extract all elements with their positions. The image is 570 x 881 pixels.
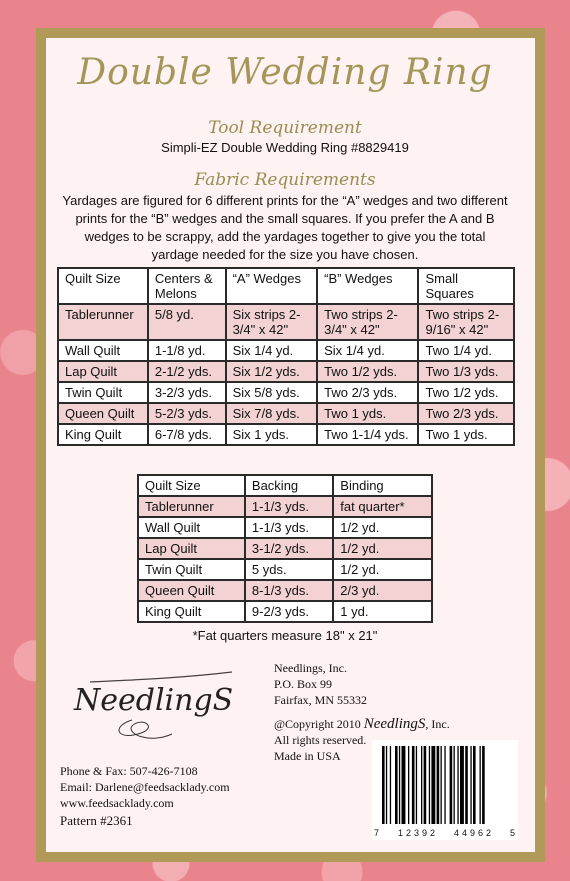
made-in-line: Made in USA xyxy=(274,749,341,763)
phone-fax: Phone & Fax: 507-426-7108 xyxy=(60,764,198,778)
table-cell: Six strips 2-3/4" x 42" xyxy=(226,304,318,340)
table-header-row xyxy=(138,475,432,496)
table-row xyxy=(58,403,514,424)
barcode-bar xyxy=(465,746,468,824)
barcode-bar xyxy=(421,746,422,824)
company-name: Needlings, Inc. xyxy=(274,661,347,675)
table-cell: 2/3 yd. xyxy=(333,580,432,601)
copyright-brand: NeedlingS xyxy=(363,716,426,732)
barcode-bar xyxy=(454,746,455,824)
table-row xyxy=(138,496,432,517)
city-line: Fairfax, MN 55332 xyxy=(274,693,367,707)
table-cell: Twin Quilt xyxy=(58,382,148,403)
table-cell: 9-2/3 yds. xyxy=(245,601,333,622)
header-cell: Quilt Size xyxy=(138,475,245,496)
barcode-bar xyxy=(473,746,476,824)
barcode-bar xyxy=(470,746,471,824)
table-cell: Tablerunner xyxy=(58,304,148,340)
barcode-right-digit: 5 xyxy=(510,828,516,838)
table-cell: Two 2/3 yds. xyxy=(317,382,418,403)
table-cell: 8-1/3 yds. xyxy=(245,580,333,601)
barcode-bar xyxy=(444,746,445,824)
page-title: Double Wedding Ring xyxy=(77,52,493,93)
table-cell: Two 1/3 yds. xyxy=(418,361,514,382)
table-cell: Six 1 yds. xyxy=(226,424,318,445)
table-cell: Two 1 yds. xyxy=(418,424,514,445)
rights-line: All rights reserved. xyxy=(274,733,367,747)
table-cell: Six 5/8 yds. xyxy=(226,382,318,403)
barcode-bar xyxy=(480,746,481,824)
email-link: Email: Darlene@feedsacklady.com xyxy=(60,780,230,794)
table-cell: 1/2 yd. xyxy=(333,517,432,538)
barcode-bar xyxy=(386,746,387,824)
table-cell: 5 yds. xyxy=(245,559,333,580)
header-cell: “A” Wedges xyxy=(226,268,318,304)
table-cell: Two 2/3 yds. xyxy=(418,403,514,424)
barcode-bar xyxy=(437,746,440,824)
table-cell: King Quilt xyxy=(138,601,245,622)
table-cell: 1-1/8 yd. xyxy=(148,340,226,361)
table-cell: Wall Quilt xyxy=(138,517,245,538)
table-row xyxy=(58,304,514,340)
fat-quarter-footnote: *Fat quarters measure 18" x 21" xyxy=(192,628,378,643)
table-cell: 1/2 yd. xyxy=(333,559,432,580)
barcode-bar xyxy=(457,746,458,824)
table-cell: Two 1 yds. xyxy=(317,403,418,424)
po-box: P.O. Box 99 xyxy=(274,677,333,691)
copyright-suffix: , Inc. xyxy=(425,717,450,731)
table-cell: 6-7/8 yds. xyxy=(148,424,226,445)
table-cell: Tablerunner xyxy=(138,496,245,517)
table-cell: 2-1/2 yds. xyxy=(148,361,226,382)
table-cell: 1-1/3 yds. xyxy=(245,517,333,538)
table-cell: Lap Quilt xyxy=(138,538,245,559)
barcode-bar xyxy=(412,746,415,824)
table-cell: Six 1/4 yd. xyxy=(317,340,418,361)
barcode-bar xyxy=(408,746,409,824)
table-cell: King Quilt xyxy=(58,424,148,445)
barcode-bar xyxy=(424,746,427,824)
table-cell: 3-2/3 yds. xyxy=(148,382,226,403)
header-cell: Binding xyxy=(333,475,432,496)
barcode-bar xyxy=(416,746,417,824)
table-row xyxy=(138,517,432,538)
table-cell: Twin Quilt xyxy=(138,559,245,580)
table-row xyxy=(58,424,514,445)
header-cell: Quilt Size xyxy=(58,268,148,304)
table-cell: Two 1/2 yds. xyxy=(418,382,514,403)
table-cell: Two 1/4 yd. xyxy=(418,340,514,361)
header-cell: Backing xyxy=(245,475,333,496)
table-cell: Two strips 2-3/4" x 42" xyxy=(317,304,418,340)
table-row xyxy=(58,382,514,403)
upc-barcode xyxy=(372,740,518,840)
logo-text: NeedlingS xyxy=(74,683,234,718)
header-cell: Small Squares xyxy=(418,268,514,304)
table-cell: fat quarter* xyxy=(333,496,432,517)
table-cell: 1-1/3 yds. xyxy=(245,496,333,517)
table-cell: Queen Quilt xyxy=(138,580,245,601)
fabric-heading: Fabric Requirements xyxy=(194,170,376,190)
barcode-bar xyxy=(431,746,435,824)
backing-binding-table xyxy=(137,474,433,623)
barcode-bar xyxy=(441,746,442,824)
table-cell: Lap Quilt xyxy=(58,361,148,382)
fabric-table xyxy=(57,267,515,446)
table-cell: Six 1/2 yds. xyxy=(226,361,318,382)
needlings-logo xyxy=(72,668,242,748)
header-cell: “B” Wedges xyxy=(317,268,418,304)
table-cell: 5-2/3 yds. xyxy=(148,403,226,424)
copyright-line xyxy=(274,716,450,732)
barcode-bar xyxy=(482,746,485,824)
barcode-bar xyxy=(450,746,453,824)
barcode-group-1: 12392 xyxy=(398,828,439,838)
table-cell: Wall Quilt xyxy=(58,340,148,361)
barcode-bar xyxy=(382,746,385,824)
barcode-bar xyxy=(395,746,398,824)
fabric-description: Yardages are figured for 6 different prints for the “A” wedges and two different prints for the “B” wedges and the small squares. If you prefer the A and B wedges to be scrappy, add the yardages together to give you the total yardage needed for the size you have chosen. xyxy=(62,193,508,262)
table-cell: Two 1-1/4 yds. xyxy=(317,424,418,445)
barcode-bar xyxy=(429,746,430,824)
table-cell: Two 1/2 yds. xyxy=(317,361,418,382)
table-cell: Two strips 2-9/16" x 42" xyxy=(418,304,514,340)
barcode-left-digit: 7 xyxy=(374,828,380,838)
table-cell: Queen Quilt xyxy=(58,403,148,424)
barcode-bar xyxy=(390,746,391,824)
pattern-number: Pattern #2361 xyxy=(60,813,133,828)
table-row xyxy=(138,580,432,601)
table-cell: Six 1/4 yd. xyxy=(226,340,318,361)
header-cell: Centers & Melons xyxy=(148,268,226,304)
table-cell: 1 yd. xyxy=(333,601,432,622)
contact-block xyxy=(60,763,230,829)
barcode-bar xyxy=(460,746,464,824)
table-cell: 5/8 yd. xyxy=(148,304,226,340)
table-row xyxy=(138,538,432,559)
table-row xyxy=(138,601,432,622)
table-header-row xyxy=(58,268,514,304)
table-cell: 1/2 yd. xyxy=(333,538,432,559)
table-cell: Six 7/8 yds. xyxy=(226,403,318,424)
barcode-bar xyxy=(402,746,406,824)
copyright-prefix: @Copyright 2010 xyxy=(274,717,361,731)
table-cell: 3-1/2 yds. xyxy=(245,538,333,559)
website-link: www.feedsacklady.com xyxy=(60,796,174,810)
table-row xyxy=(58,361,514,382)
tool-heading: Tool Requirement xyxy=(208,118,362,138)
table-row xyxy=(138,559,432,580)
table-row xyxy=(58,340,514,361)
barcode-bar xyxy=(399,746,400,824)
barcode-group-2: 44962 xyxy=(454,828,495,838)
tool-item: Simpli-EZ Double Wedding Ring #8829419 xyxy=(161,140,409,155)
